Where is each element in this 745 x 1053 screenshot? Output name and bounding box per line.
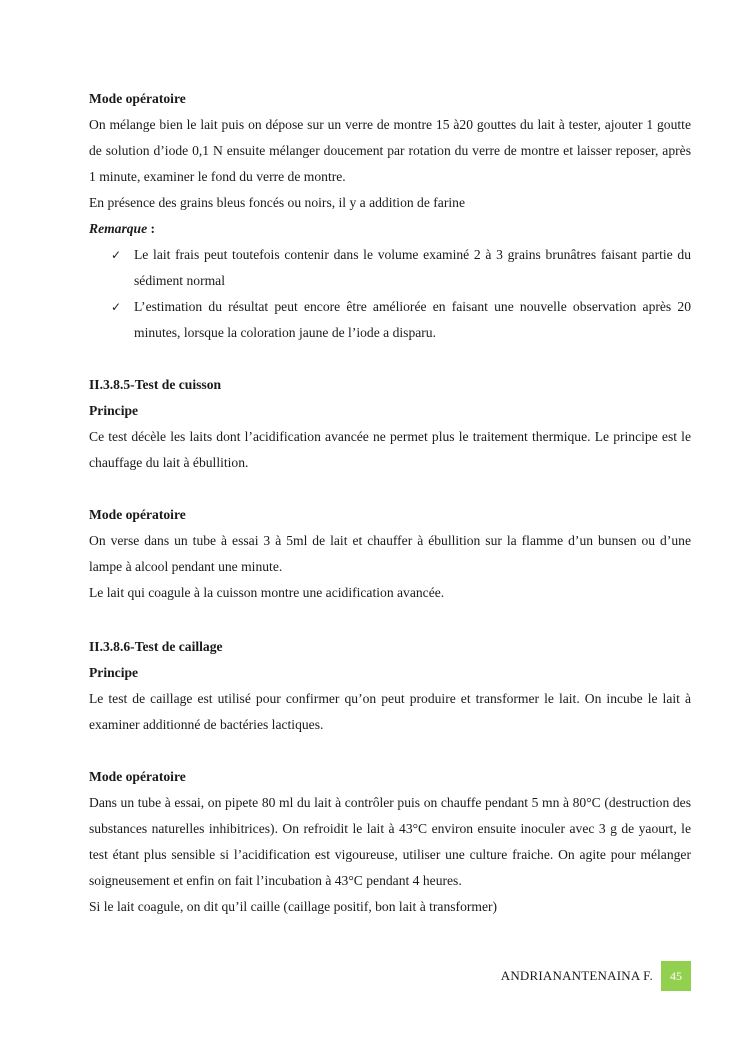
check-icon: ✓ [111, 248, 122, 262]
check-icon: ✓ [111, 300, 122, 314]
remark-list [89, 242, 691, 346]
remark-line [89, 216, 691, 242]
list-item [111, 242, 691, 294]
list-item-text: Le lait frais peut toutefois contenir dans le volume examiné 2 à 3 grains brunâtres faisant partie du sédiment normal [134, 247, 691, 288]
mode-operatoire-paragraph: Dans un tube à essai, on pipete 80 ml du lait à contrôler puis on chauffe pendant 5 mn à 80°C (destruction des substances naturelles inhibitrices). On refroidit le lait à 43°C environ ensuite inoculer avec 3 g de yaourt, le test étant plus sensible si l’acidification est vigoureuse, utiliser une culture fraiche. On agite pour mélanger soigneusement et enfin on fait l’incubation à 43°C pendant 4 heures. [89, 795, 691, 888]
spacer [89, 606, 691, 634]
mode-operatoire-paragraph: On verse dans un tube à essai 3 à 5ml de lait et chauffer à ébullition sur la flamme d’un bunsen ou d’une lampe à alcool pendant une minute. [89, 533, 691, 574]
document-page [89, 86, 691, 920]
footer-author: ANDRIANANTENAINA F. [500, 968, 653, 983]
section-title-cuisson: II.3.8.5-Test de cuisson [89, 377, 222, 392]
farine-result-line: En présence des grains bleus foncés ou noirs, il y a addition de farine [89, 195, 465, 210]
remark-label: Remarque [89, 221, 148, 236]
remark-colon: : [147, 221, 156, 236]
page-footer [501, 961, 691, 991]
list-item [111, 294, 691, 346]
spacer [89, 476, 691, 502]
spacer [89, 738, 691, 764]
principe-heading: Principe [89, 665, 139, 680]
list-item-text: L’estimation du résultat peut encore être améliorée en faisant une nouvelle observation après 20 minutes, lorsque la coloration jaune de l’iode a disparu. [134, 299, 691, 340]
section-title-caillage: II.3.8.6-Test de caillage [89, 639, 223, 654]
cuisson-result-line: Le lait qui coagule à la cuisson montre une acidification avancée. [89, 585, 445, 600]
page-number-badge: 45 [661, 961, 691, 991]
mode-operatoire-heading: Mode opératoire [89, 769, 186, 784]
caillage-result-line: Si le lait coagule, on dit qu’il caille (caillage positif, bon lait à transformer) [89, 899, 498, 914]
principe-heading: Principe [89, 403, 139, 418]
mode-operatoire-heading: Mode opératoire [89, 507, 186, 522]
mode-operatoire-paragraph: On mélange bien le lait puis on dépose sur un verre de montre 15 à20 gouttes du lait à tester, ajouter 1 goutte de solution d’iode 0,1 N ensuite mélanger doucement par rotation du verre de montre et laisser reposer, après 1 minute, examiner le fond du verre de montre. [89, 117, 691, 184]
spacer [89, 346, 691, 372]
principe-paragraph: Ce test décèle les laits dont l’acidification avancée ne permet plus le traitement thermique. Le principe est le chauffage du lait à ébullition. [89, 429, 691, 470]
principe-paragraph: Le test de caillage est utilisé pour confirmer qu’on peut produire et transformer le lait. On incube le lait à examiner additionné de bactéries lactiques. [89, 691, 691, 732]
mode-operatoire-heading: Mode opératoire [89, 91, 186, 106]
